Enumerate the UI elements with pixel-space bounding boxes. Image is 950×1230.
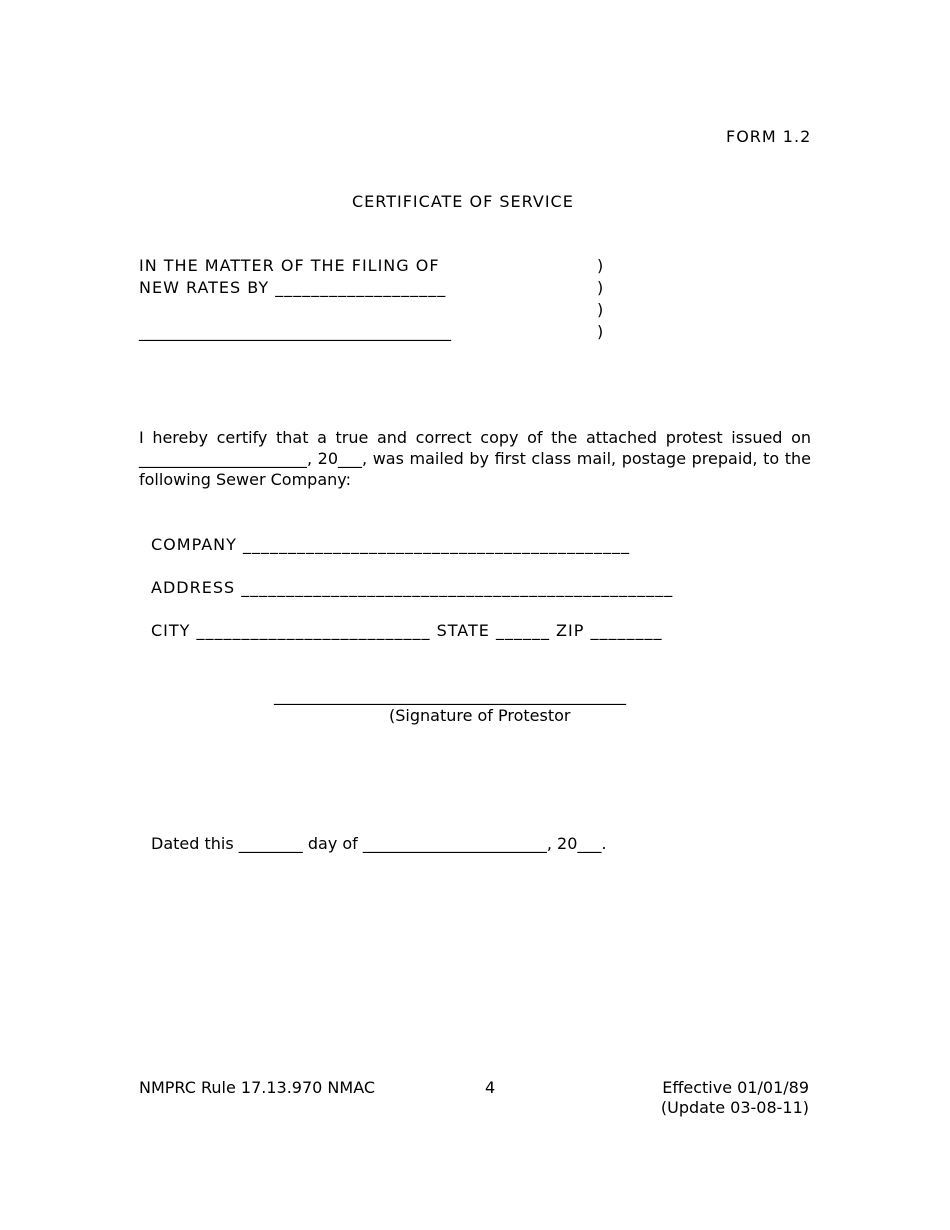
address-field: ADDRESS ________________________________________________ (151, 578, 674, 597)
caption-paren-3: ) (597, 300, 604, 319)
footer-effective-date: Effective 01/01/89 (662, 1078, 809, 1097)
caption-line-2: NEW RATES BY ___________________ (139, 278, 447, 297)
company-field: COMPANY ___________________________________________ (151, 535, 630, 554)
caption-paren-4: ) (597, 322, 604, 341)
footer-rule: NMPRC Rule 17.13.970 NMAC (139, 1078, 376, 1097)
caption-paren-1: ) (597, 256, 604, 275)
signature-label: (Signature of Protestor (389, 706, 571, 725)
form-number: FORM 1.2 (726, 127, 812, 146)
caption-line-4: _______________________________________ (139, 322, 451, 341)
certification-paragraph (139, 427, 811, 490)
footer-page-number: 4 (485, 1078, 496, 1097)
page-title: CERTIFICATE OF SERVICE (352, 192, 574, 211)
signature-line: ____________________________________________ (274, 686, 626, 705)
certification-line-3: following Sewer Company: (139, 470, 351, 489)
certification-line-1: I hereby certify that a true and correct copy of the attached protest issued on (139, 428, 811, 447)
caption-line-1: IN THE MATTER OF THE FILING OF (139, 256, 440, 275)
dated-line: Dated this ________ day of _______________________, 20___. (151, 834, 607, 853)
city-state-zip-field: CITY __________________________ STATE ______ ZIP ________ (151, 621, 663, 640)
caption-paren-2: ) (597, 278, 604, 297)
footer-update-date: (Update 03-08-11) (660, 1098, 809, 1117)
certification-line-2: _____________________, 20___, was mailed by first class mail, postage prepaid, to the (139, 449, 811, 468)
